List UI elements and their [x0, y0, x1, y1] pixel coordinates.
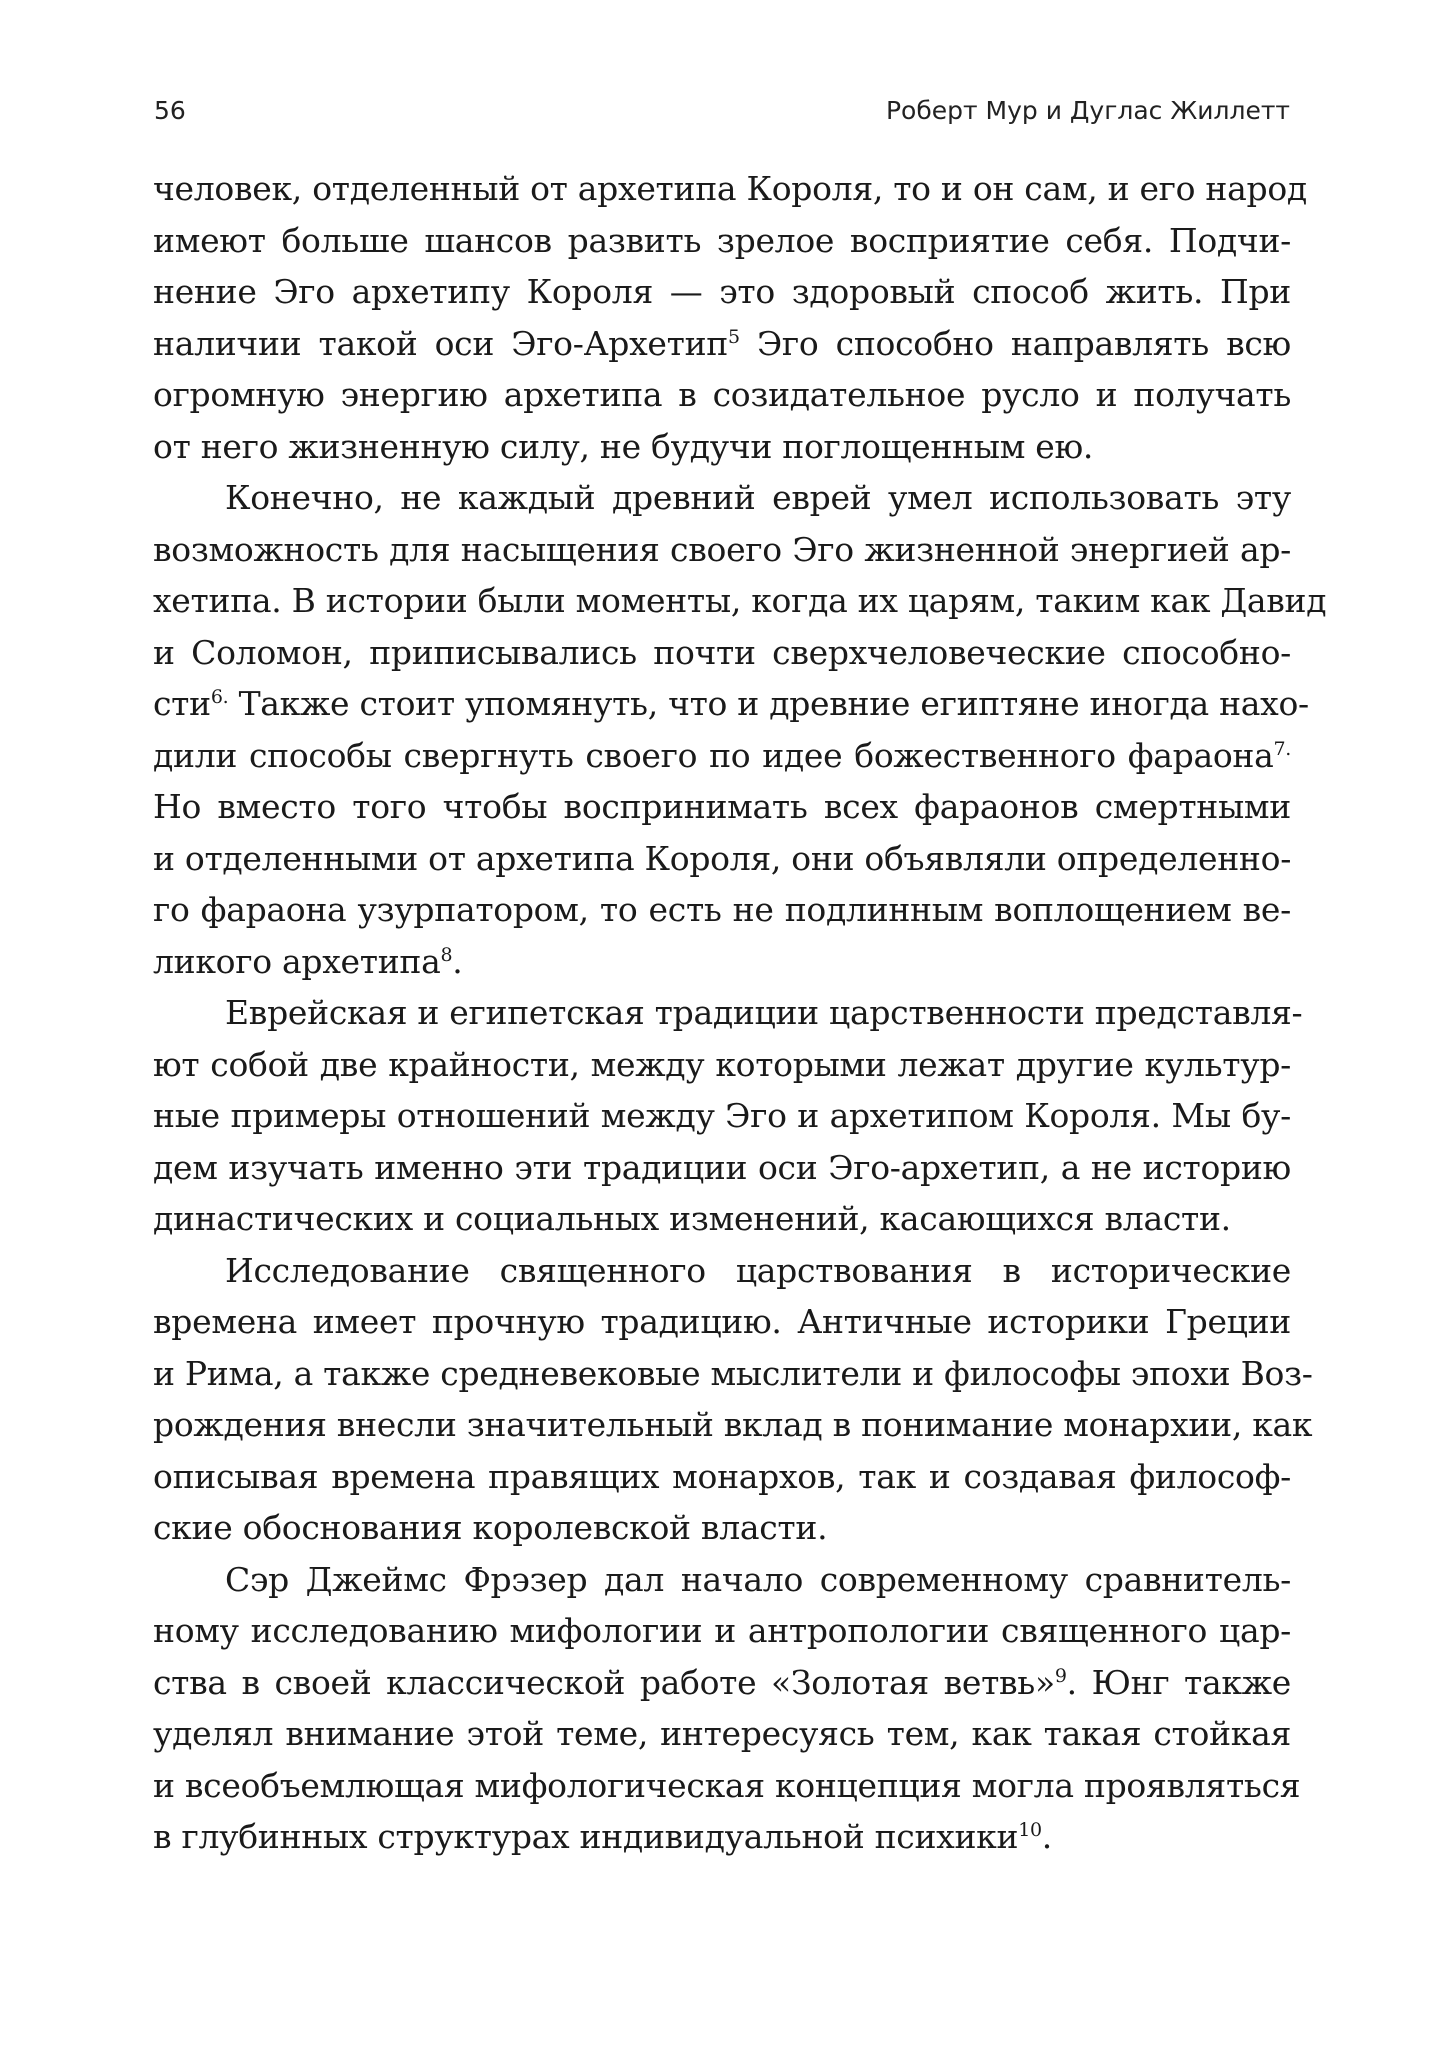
text-line: возможность для насыщения своего Эго жизненной энергией ар- — [153, 529, 1291, 569]
text-line: и всеобъемлющая мифологическая концепция могла проявляться — [153, 1765, 1301, 1805]
text-line: и Соломон, приписывались почти сверхчеловеческие способно- — [153, 632, 1291, 672]
text-line: имеют больше шансов развить зрелое восприятие себя. Подчи- — [153, 220, 1291, 260]
text-segment: ства в своей классической работе «Золотая ветвь» — [153, 1662, 1055, 1702]
text-line: уделял внимание этой теме, интересуясь тем, как такая стойкая — [153, 1714, 1291, 1753]
footnote-ref: 9 — [1054, 1664, 1067, 1687]
text-line — [153, 678, 1309, 730]
page-number: 56 — [154, 96, 186, 125]
text-segment: . Юнг также — [1066, 1662, 1291, 1702]
paragraph — [153, 1554, 1301, 1863]
text-line: го фараона узурпатором, то есть не подлинным воплощением ве- — [153, 890, 1291, 929]
text-line — [153, 730, 1291, 782]
text-line: Исследование священного царствования в исторические — [225, 1250, 1291, 1290]
text-line: рождения внесли значительный вклад в понимание монархии, как — [153, 1405, 1313, 1444]
text-segment: в глубинных структурах индивидуальной психики — [153, 1817, 1019, 1856]
text-segment: дили способы свергнуть своего по идее божественного фараона — [153, 735, 1274, 775]
text-line: времена имеет прочную традицию. Античные историки Греции — [153, 1302, 1291, 1341]
body-text — [153, 163, 1327, 1863]
text-line: и Рима, а также средневековые мыслители и философы эпохи Воз- — [153, 1353, 1313, 1393]
paragraph — [153, 472, 1327, 987]
text-line: и отделенными от архетипа Короля, они объявляли определенно- — [153, 838, 1292, 878]
text-line: хетипа. В истории были моменты, когда их царям, таким как Давид — [153, 581, 1327, 620]
text-line: описывая времена правящих монархов, так и создавая философ- — [153, 1456, 1291, 1496]
text-line: Еврейская и египетская традиции царственности представля- — [225, 993, 1303, 1032]
text-line — [153, 318, 1291, 370]
text-line — [153, 1811, 1291, 1863]
text-line: человек, отделенный от архетипа Короля, то и он сам, и его народ — [153, 169, 1307, 208]
text-line: Но вместо того чтобы воспринимать всех фараонов смертными — [153, 787, 1291, 826]
text-line: огромную энергию архетипа в созидательное русло и получать — [153, 375, 1291, 414]
text-segment: . — [452, 941, 463, 981]
text-segment: . — [1041, 1817, 1052, 1856]
text-line: от него жизненную силу, не будучи поглощенным ею. — [153, 426, 1094, 466]
text-segment: наличии такой оси Эго-Архетип — [153, 323, 728, 363]
text-line: ные примеры отношений между Эго и архетипом Короля. Мы бу- — [153, 1096, 1291, 1135]
text-line: ному исследованию мифологии и антропологии священного цар- — [153, 1611, 1291, 1650]
running-head — [154, 96, 1290, 136]
footnote-ref: 10 — [1018, 1819, 1042, 1841]
text-line: династических и социальных изменений, касающихся власти. — [153, 1199, 1231, 1238]
text-segment: Эго способно направлять всю — [739, 323, 1291, 363]
text-line: ские обоснования королевской власти. — [153, 1508, 828, 1547]
text-segment: Также стоит упомянуть, что и древние египтяне иногда нахо- — [228, 684, 1309, 723]
paragraph — [153, 987, 1303, 1245]
text-line: Конечно, не каждый древний еврей умел использовать эту — [225, 478, 1291, 517]
footnote-ref: 6. — [210, 686, 229, 708]
footnote-ref: 7. — [1273, 737, 1291, 760]
text-line — [153, 936, 1291, 988]
running-title: Роберт Мур и Дуглас Жиллетт — [885, 96, 1290, 125]
paragraph — [153, 1245, 1313, 1554]
footnote-ref: 5 — [728, 325, 740, 348]
text-segment: сти — [153, 684, 211, 723]
paragraph — [153, 163, 1307, 472]
text-line: ют собой две крайности, между которыми лежат другие культур- — [153, 1044, 1291, 1084]
text-segment: ликого архетипа — [153, 941, 441, 981]
text-line: дем изучать именно эти традиции оси Эго-архетип, а не историю — [153, 1147, 1291, 1187]
footnote-ref: 8 — [440, 943, 453, 966]
text-line: нение Эго архетипу Короля — это здоровый способ жить. При — [153, 272, 1291, 311]
text-line: Сэр Джеймс Фрэзер дал начало современному сравнитель- — [225, 1559, 1291, 1599]
text-line — [153, 1657, 1291, 1709]
